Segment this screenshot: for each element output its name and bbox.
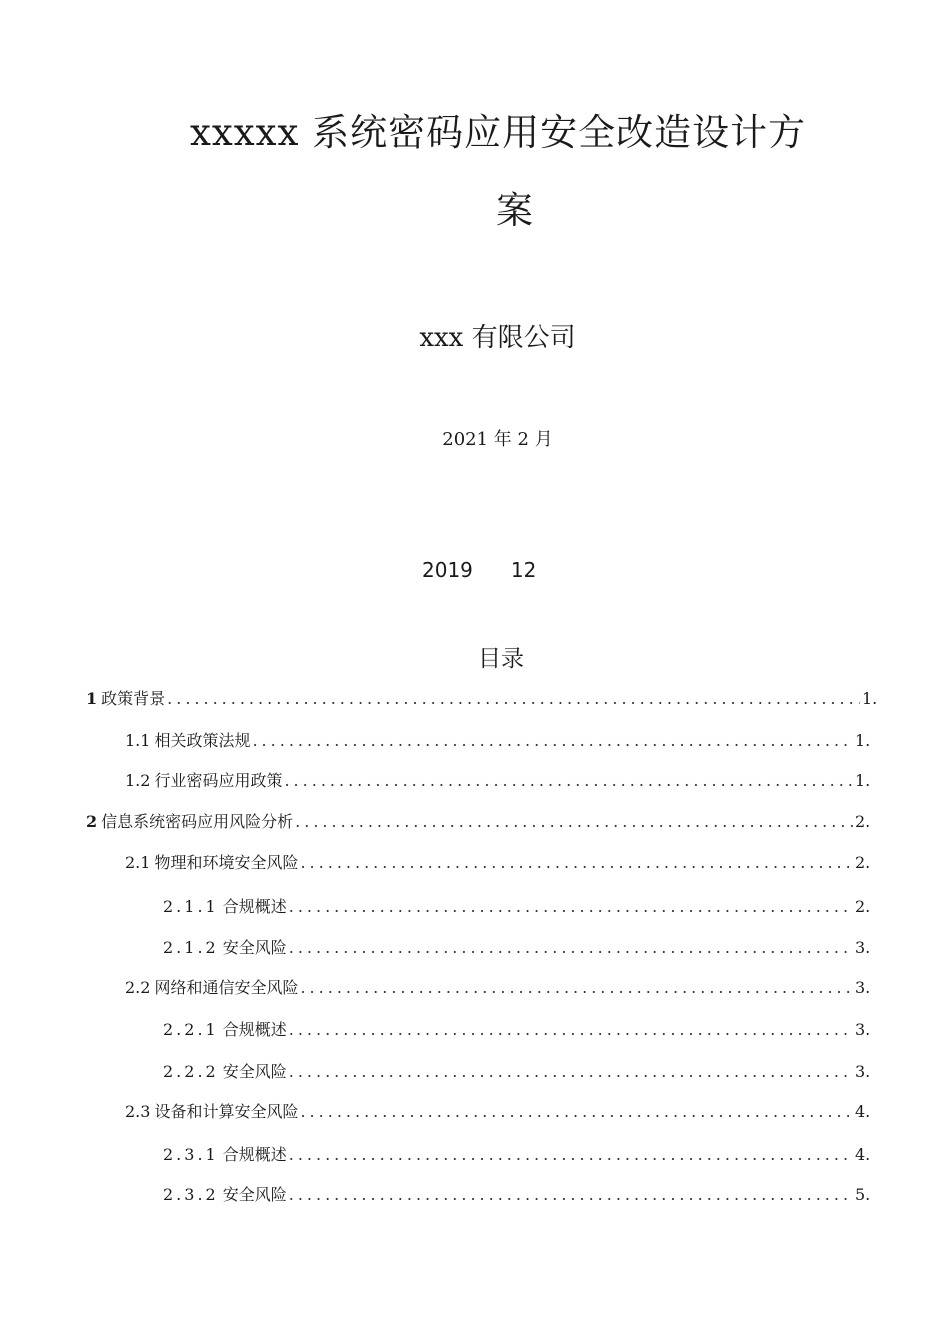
toc-entry-leader	[284, 771, 853, 790]
toc-entry-page: 3.	[855, 938, 871, 957]
toc-entry[interactable]	[163, 1182, 871, 1206]
toc-entry[interactable]	[125, 1099, 871, 1123]
document-title-line-1: xxxxx 系统密码应用安全改造设计方	[190, 111, 807, 154]
toc-heading: 目录	[478, 646, 524, 672]
toc-entry-page: 4.	[855, 1102, 871, 1121]
toc-entry-page: 1.	[855, 731, 871, 750]
toc-entry-title: 合规概述	[222, 897, 287, 916]
toc-entry-leader	[289, 897, 853, 916]
toc-entry-title: 信息系统密码应用风险分析	[101, 812, 294, 831]
toc-entry-number: 2	[86, 812, 98, 831]
toc-entry-leader	[300, 978, 853, 997]
extra-date-year: 2019	[422, 558, 473, 582]
toc-entry-title: 物理和环境安全风险	[154, 853, 299, 872]
toc-entry-leader	[300, 853, 853, 872]
toc-entry-leader	[289, 1145, 853, 1164]
toc-entry-number: 2.1.2	[163, 938, 219, 957]
toc-entry-page: 5.	[855, 1185, 871, 1204]
toc-entry-page: 1.	[855, 771, 871, 790]
toc-entry-number: 2.1	[125, 853, 151, 872]
toc-entry[interactable]	[125, 850, 871, 874]
toc-entry-leader	[289, 1020, 853, 1039]
toc-entry-number: 2.3.2	[163, 1185, 219, 1204]
toc-entry-leader	[300, 1102, 853, 1121]
extra-date-month: 12	[510, 558, 537, 582]
toc-entry-number: 2.1.1	[163, 897, 219, 916]
toc-entry-leader	[167, 689, 860, 708]
toc-entry[interactable]	[163, 1059, 871, 1083]
toc-entry-leader	[289, 1062, 853, 1081]
toc-entry-title: 设备和计算安全风险	[154, 1102, 299, 1121]
toc-entry-title: 安全风险	[222, 1062, 287, 1081]
toc-entry-title: 行业密码应用政策	[154, 771, 283, 790]
toc-entry[interactable]	[125, 975, 871, 999]
toc-entry[interactable]	[163, 1017, 871, 1041]
toc-entry[interactable]	[125, 728, 871, 752]
toc-entry-page: 2.	[855, 812, 871, 831]
toc-entry-title: 网络和通信安全风险	[154, 978, 299, 997]
toc-entry-page: 3.	[855, 1020, 871, 1039]
document-date: 2021 年 2 月	[442, 429, 553, 450]
toc-entry-page: 4.	[855, 1145, 871, 1164]
toc-entry-number: 2.2.1	[163, 1020, 219, 1039]
toc-entry-number: 2.2	[125, 978, 151, 997]
toc-entry-title: 政策背景	[101, 689, 166, 708]
toc-entry-leader	[295, 812, 853, 831]
toc-entry-title: 相关政策法规	[154, 731, 251, 750]
toc-entry[interactable]	[163, 1142, 871, 1166]
toc-entry-title: 合规概述	[222, 1020, 287, 1039]
toc-entry-page: 1.	[862, 689, 878, 708]
toc-entry-page: 3.	[855, 978, 871, 997]
toc-entry-number: 1.2	[125, 771, 151, 790]
extra-date	[422, 558, 536, 582]
toc-entry-page: 2.	[855, 853, 871, 872]
toc-entry-title: 安全风险	[222, 1185, 287, 1204]
company-name: xxx 有限公司	[419, 323, 576, 353]
toc-entry-title: 安全风险	[222, 938, 287, 957]
toc-entry[interactable]	[86, 809, 871, 833]
toc-entry-number: 2.3.1	[163, 1145, 219, 1164]
toc-entry-page: 2.	[855, 897, 871, 916]
toc-entry-page: 3.	[855, 1062, 871, 1081]
toc-entry-number: 1.1	[125, 731, 151, 750]
document-title-line-2: 案	[496, 189, 534, 232]
toc-entry-number: 2.3	[125, 1102, 151, 1121]
toc-entry-leader	[289, 1185, 853, 1204]
toc-entry[interactable]	[163, 935, 871, 959]
toc-entry-number: 1	[86, 689, 98, 708]
toc-entry[interactable]	[125, 768, 871, 792]
toc-entry-leader	[252, 731, 853, 750]
toc-entry-number: 2.2.2	[163, 1062, 219, 1081]
toc-entry-title: 合规概述	[222, 1145, 287, 1164]
toc-entry[interactable]	[86, 686, 878, 710]
toc-entry[interactable]	[163, 894, 871, 918]
toc-entry-leader	[289, 938, 853, 957]
